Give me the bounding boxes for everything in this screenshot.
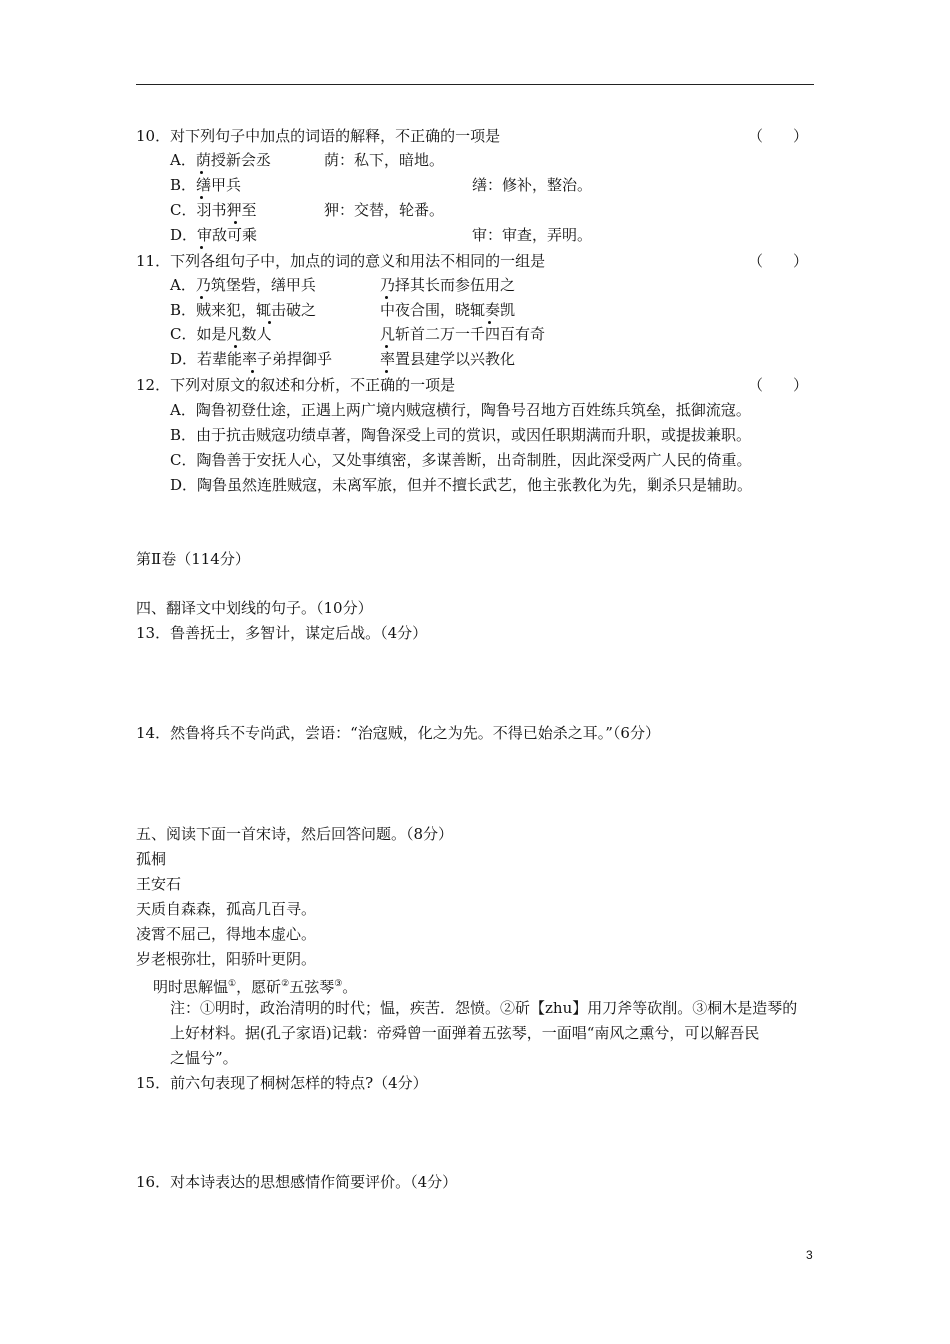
q11-option-a-left: A．乃筑堡砦，缮甲兵 [170, 276, 316, 294]
emphasis-dot [234, 345, 237, 348]
poem-author: 王安石 [136, 875, 182, 893]
q10-option-c-explain: 狎：交替，轮番。 [324, 201, 445, 219]
q12-option-a: A．陶鲁初登仕途，正遇上两广境内贼寇横行，陶鲁号召地方百姓练兵筑垒，抵御流寇。 [170, 401, 751, 419]
poem-title: 孤桐 [136, 850, 167, 868]
q12-answer-paren: （ ） [748, 376, 809, 394]
header-rule [136, 84, 814, 85]
poem-note-3: 之愠兮”。 [170, 1049, 238, 1067]
emphasis-dot [200, 171, 203, 174]
poem-line-1: 天质自森森，孤高几百寻。 [136, 900, 317, 918]
q11-option-b-right: 中夜合围，晓辄奏凯 [380, 301, 516, 319]
q11-option-c-right: 凡斩首二万一千四百有奇 [380, 325, 546, 343]
q11-answer-paren: （ ） [748, 252, 809, 270]
emphasis-dot [234, 221, 237, 224]
q10-option-b-explain: 缮：修补，整治。 [472, 176, 593, 194]
q10-option-c: C．羽书狎至 [170, 201, 257, 219]
q13-text: 13．鲁善抚士，多智计，谋定后战。（4分） [136, 624, 428, 642]
emphasis-dot [251, 370, 254, 373]
poem-note-1: 注：①明时，政治清明的时代；愠，疾苦．怨愤。②斫【zhu】用刀斧等砍削。③桐木是造琴的 [170, 999, 798, 1017]
q12-stem: 12．下列对原文的叙述和分析，不正确的一项是 [136, 376, 456, 394]
q11-option-c-left: C．如是凡数人 [170, 325, 272, 343]
poem-line-4: 明时思解愠①，愿斫②五弦琴③。 [153, 978, 358, 996]
q10-stem: 10．对下列句子中加点的词语的解释，不正确的一项是 [136, 127, 501, 145]
q10-answer-paren: （ ） [748, 127, 809, 145]
q16-text: 16．对本诗表达的思想感情作简要评价。（4分） [136, 1173, 458, 1191]
q10-option-a: A．荫授新会丞 [170, 151, 271, 169]
emphasis-dot [200, 296, 203, 299]
q11-option-b-left: B．贼来犯，辄击破之 [170, 301, 317, 319]
q12-option-c: C．陶鲁善于安抚人心，又处事缜密，多谋善断，出奇制胜，因此深受两广人民的倚重。 [170, 451, 752, 469]
q11-stem: 11．下列各组句子中，加点的词的意义和用法不相同的一组是 [136, 252, 546, 270]
section-title: 第Ⅱ卷（114分） [136, 550, 250, 568]
emphasis-dot [200, 246, 203, 249]
q11-option-a-right: 乃择其长而参伍用之 [380, 276, 516, 294]
q11-option-d-right: 率置县建学以兴教化 [380, 350, 516, 368]
emphasis-dot [385, 370, 388, 373]
poem-line-3: 岁老根弥壮，阳骄叶更阴。 [136, 950, 317, 968]
emphasis-dot [385, 296, 388, 299]
q15-text: 15．前六句表现了桐树怎样的特点?（4分） [136, 1074, 428, 1092]
part5-title: 五、阅读下面一首宋诗，然后回答问题。（8分） [136, 825, 454, 843]
q10-option-d-explain: 审：审查，弄明。 [472, 226, 593, 244]
q10-option-d: D．审敌可乘 [170, 226, 258, 244]
poem-note-2: 上好材料。据(孔子家语)记载：帝舜曾一面弹着五弦琴，一面唱“南风之熏兮，可以解吾民 [170, 1024, 760, 1042]
emphasis-dot [385, 345, 388, 348]
emphasis-dot [200, 196, 203, 199]
q10-option-a-explain: 荫：私下，暗地。 [324, 151, 445, 169]
q10-option-b: B．缮甲兵 [170, 176, 242, 194]
q12-option-b: B．由于抗击贼寇功绩卓著，陶鲁深受上司的赏识，或因任职期满而升职，或提拔兼职。 [170, 426, 752, 444]
q12-option-d: D．陶鲁虽然连胜贼寇，未离军旅，但并不擅长武艺，他主张教化为先，剿杀只是辅助。 [170, 476, 753, 494]
part4-title: 四、翻译文中划线的句子。（10分） [136, 599, 373, 617]
page-number: 3 [806, 1248, 813, 1262]
q11-option-d-left: D．若辈能率子弟捍御乎 [170, 350, 333, 368]
poem-line-2: 凌霄不屈己，得地本虚心。 [136, 925, 317, 943]
q14-text: 14．然鲁将兵不专尚武，尝语：“治寇贼，化之为先。不得已始杀之耳。”（6分） [136, 724, 660, 742]
